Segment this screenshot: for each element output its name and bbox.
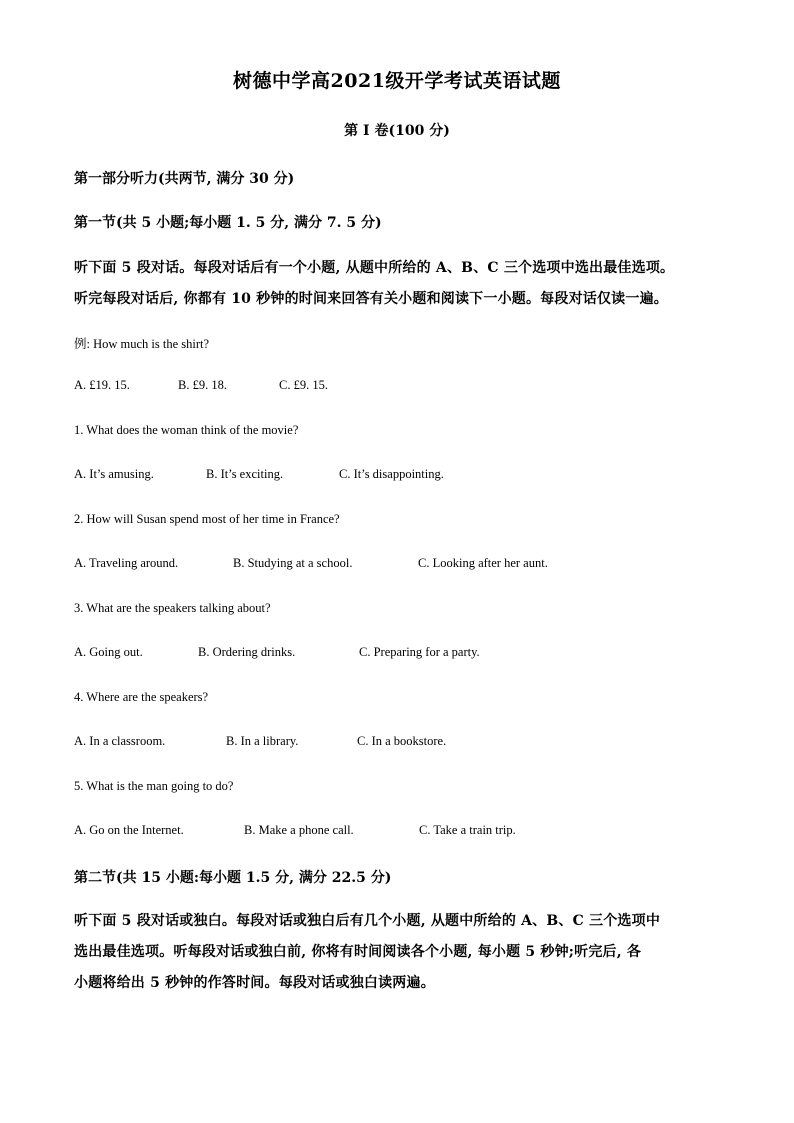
option-a: A. It’s amusing.	[74, 467, 154, 481]
option-a: A. In a classroom.	[74, 734, 166, 748]
option-c: C. £9. 15.	[279, 378, 328, 392]
section1-heading: 第一节(共 5 小题;每小题 1. 5 分, 满分 7. 5 分)	[74, 215, 382, 231]
section1-instruction-line-2: 听完每段对话后, 你都有 10 秒钟的时间来回答有关小题和阅读下一小题。每段对话仅读一遍。	[74, 291, 668, 307]
option-a: A. Go on the Internet.	[74, 823, 184, 837]
option-b: B. It’s exciting.	[206, 467, 284, 481]
option-a: A. Going out.	[74, 645, 143, 659]
option-c: C. It’s disappointing.	[339, 467, 444, 481]
section2-instruction-line-3: 小题将给出 5 秒钟的作答时间。每段对话或独白读两遍。	[74, 975, 435, 991]
option-c: C. Looking after her aunt.	[418, 556, 548, 570]
option-b: B. Studying at a school.	[233, 556, 353, 570]
option-c: C. Take a train trip.	[419, 823, 516, 837]
option-b: B. Ordering drinks.	[198, 645, 296, 659]
question-2: 2. How will Susan spend most of her time in France?	[74, 512, 340, 526]
option-b: B. In a library.	[226, 734, 299, 748]
option-b: B. Make a phone call.	[244, 823, 354, 837]
option-c: C. In a bookstore.	[357, 734, 447, 748]
example-question: 例: How much is the shirt?	[74, 337, 210, 351]
question-1: 1. What does the woman think of the movie?	[74, 423, 299, 437]
option-b: B. £9. 18.	[178, 378, 227, 392]
volume-label: 第 I 卷(100 分)	[344, 123, 450, 139]
part1-heading: 第一部分听力(共两节, 满分 30 分)	[74, 171, 295, 187]
section2-instruction-line-1: 听下面 5 段对话或独白。每段对话或独白后有几个小题, 从题中所给的 A、B、C 三个选项中	[74, 913, 661, 929]
section2-heading: 第二节(共 15 小题:每小题 1.5 分, 满分 22.5 分)	[74, 870, 392, 886]
option-a: A. £19. 15.	[74, 378, 130, 392]
exam-title: 树德中学高2021级开学考试英语试题	[233, 70, 561, 92]
option-a: A. Traveling around.	[74, 556, 179, 570]
question-4: 4. Where are the speakers?	[74, 690, 209, 704]
section1-instruction-line-1: 听下面 5 段对话。每段对话后有一个小题, 从题中所给的 A、B、C 三个选项中选出最佳选项。	[74, 260, 675, 276]
question-5: 5. What is the man going to do?	[74, 779, 234, 793]
question-3: 3. What are the speakers talking about?	[74, 601, 271, 615]
section2-instruction-line-2: 选出最佳选项。听每段对话或独白前, 你将有时间阅读各个小题, 每小题 5 秒钟;听完后, 各	[74, 944, 642, 960]
option-c: C. Preparing for a party.	[359, 645, 480, 659]
